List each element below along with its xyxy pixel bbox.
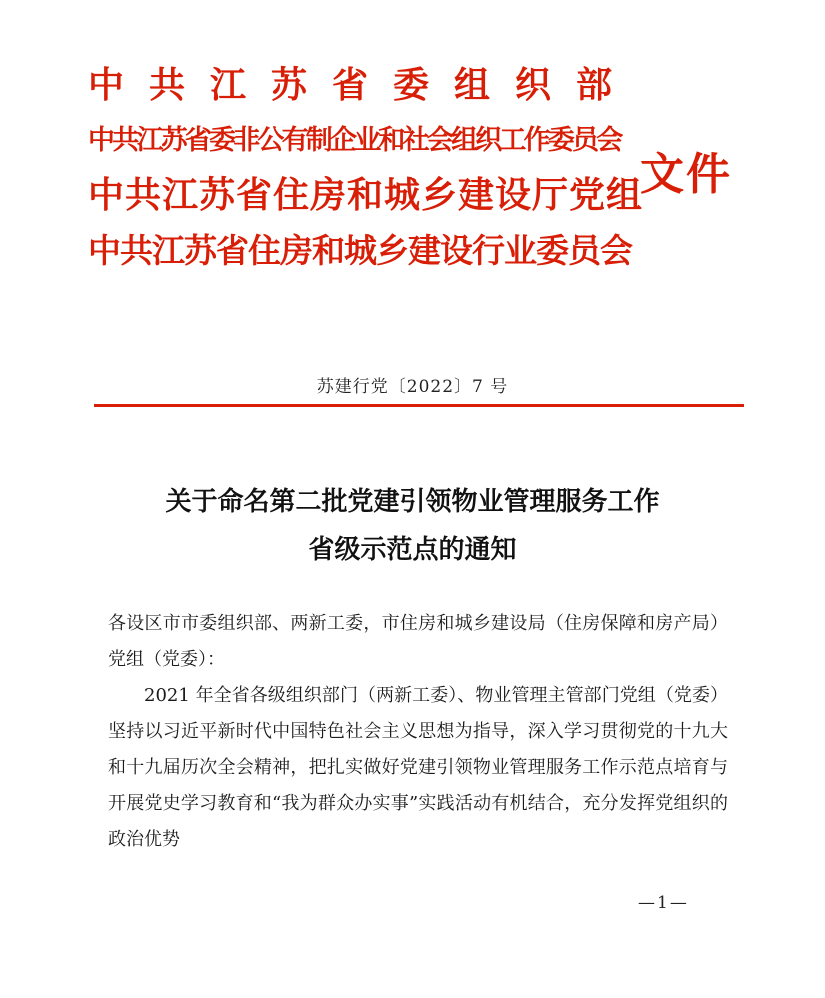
document-body	[108, 606, 728, 858]
red-separator-line	[94, 404, 744, 407]
masthead-org-1: 中共江苏省委组织部	[88, 64, 638, 106]
document-title-line-1: 关于命名第二批党建引领物业管理服务工作	[165, 487, 660, 517]
document-number: 苏建行党〔2022〕7 号	[316, 377, 509, 397]
masthead-org-2: 中共江苏省委非公有制企业和社会组织工作委员会	[88, 125, 621, 156]
masthead-org-4: 中共江苏省住房和城乡建设行业委员会	[88, 231, 632, 270]
document-title	[60, 478, 765, 574]
masthead-org-3: 中共江苏省住房和城乡建设厅党组	[88, 174, 644, 216]
body-paragraph-1: 2021 年全省各级组织部门（两新工委）、物业管理主管部门党组（党委）坚持以习近平新时代中国特色社会主义思想为指导，深入学习贯彻党的十九大和十九届历次全会精神，把扎实做好党建引领物业管理服务工作示范点培育与开展党史学习教育和“我为群众办实事”实践活动有机结合，充分发挥党组织的政治优势	[108, 685, 728, 850]
document-title-line-2: 省级示范点的通知	[308, 535, 517, 565]
salutation: 各设区市市委组织部、两新工委，市住房和城乡建设局（住房保障和房产局）党组（党委）：	[108, 613, 728, 670]
masthead-document-suffix: 文件	[640, 149, 732, 200]
masthead	[88, 58, 648, 278]
page-number: —1—	[638, 893, 689, 913]
